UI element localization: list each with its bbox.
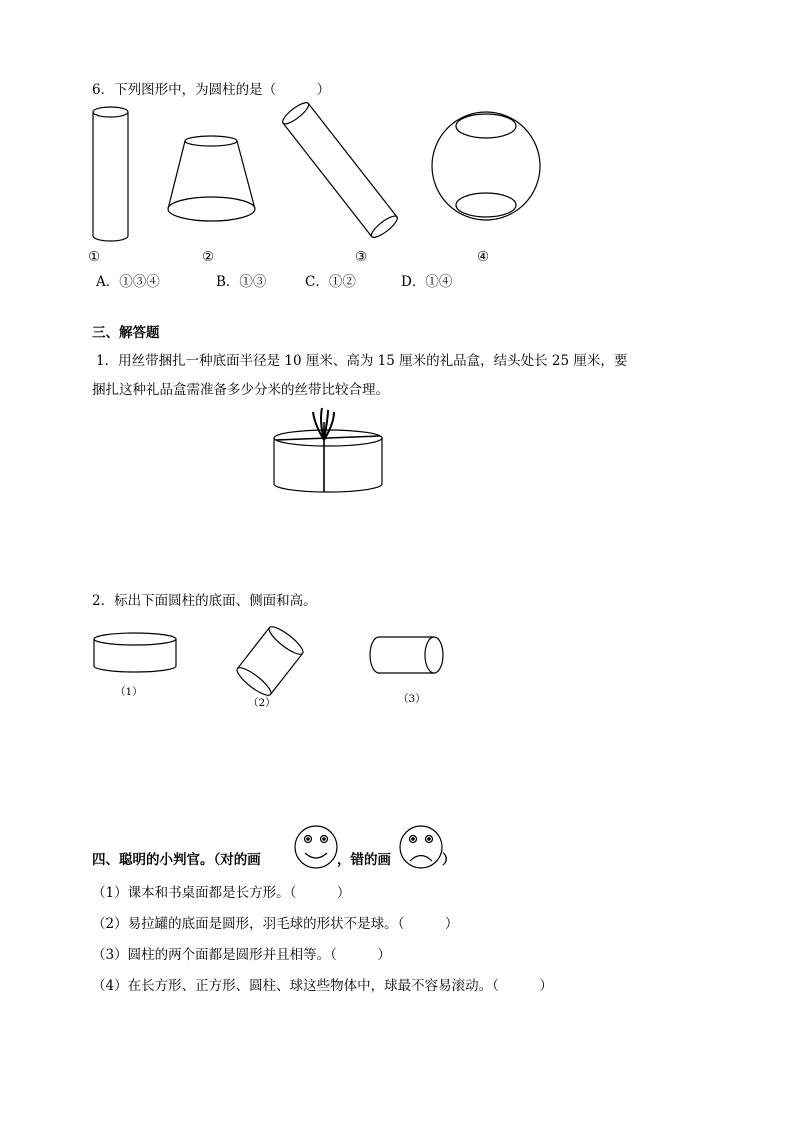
judge-item-3: （3）圆柱的两个面都是圆形并且相等。（ ）: [92, 947, 391, 963]
fig-label-1: ①: [88, 249, 101, 265]
fig-label-2: ②: [202, 249, 215, 265]
q6-option-b: B．①③: [216, 274, 267, 290]
q6-option-c: C．①②: [305, 274, 356, 290]
q6-option-d: D．①④: [401, 274, 453, 290]
fig-label-4: ④: [477, 249, 490, 265]
judge-item-4: （4）在长方形、正方形、圆柱、球这些物体中，球最不容易滚动。（ ）: [92, 978, 553, 994]
q2-label-3: （3）: [398, 693, 426, 705]
q6-option-a: A．①③④: [96, 274, 160, 290]
smiley-face-icon: [295, 826, 337, 868]
q2-label-1: （1）: [115, 686, 143, 698]
s3-q1-line1: 1．用丝带捆扎一种底面半径是 10 厘米、高为 15 厘米的礼品盒，结头处长 25 厘米，要: [96, 353, 628, 369]
section-4-title-c: ）: [442, 852, 456, 868]
section-4-title-a: 四、聪明的小判官。（对的画: [92, 852, 261, 868]
section-4-title-b: ，错的画: [337, 852, 391, 868]
sad-face-icon: [400, 826, 442, 868]
fig-label-3: ③: [355, 249, 368, 265]
s3-q2-stem: 2．标出下面圆柱的底面、侧面和高。: [92, 593, 317, 609]
q6-stem: 6．下列图形中，为圆柱的是（ ）: [92, 82, 331, 98]
judge-item-1: （1）课本和书桌面都是长方形。（ ）: [92, 885, 351, 901]
judge-item-2: （2）易拉罐的底面是圆形，羽毛球的形状不是球。（ ）: [92, 916, 459, 932]
section-3-title: 三、解答题: [92, 325, 160, 341]
s3-q1-line2: 捆扎这种礼品盒需准备多少分米的丝带比较合理。: [92, 382, 389, 398]
q2-label-2: （2）: [248, 697, 276, 709]
